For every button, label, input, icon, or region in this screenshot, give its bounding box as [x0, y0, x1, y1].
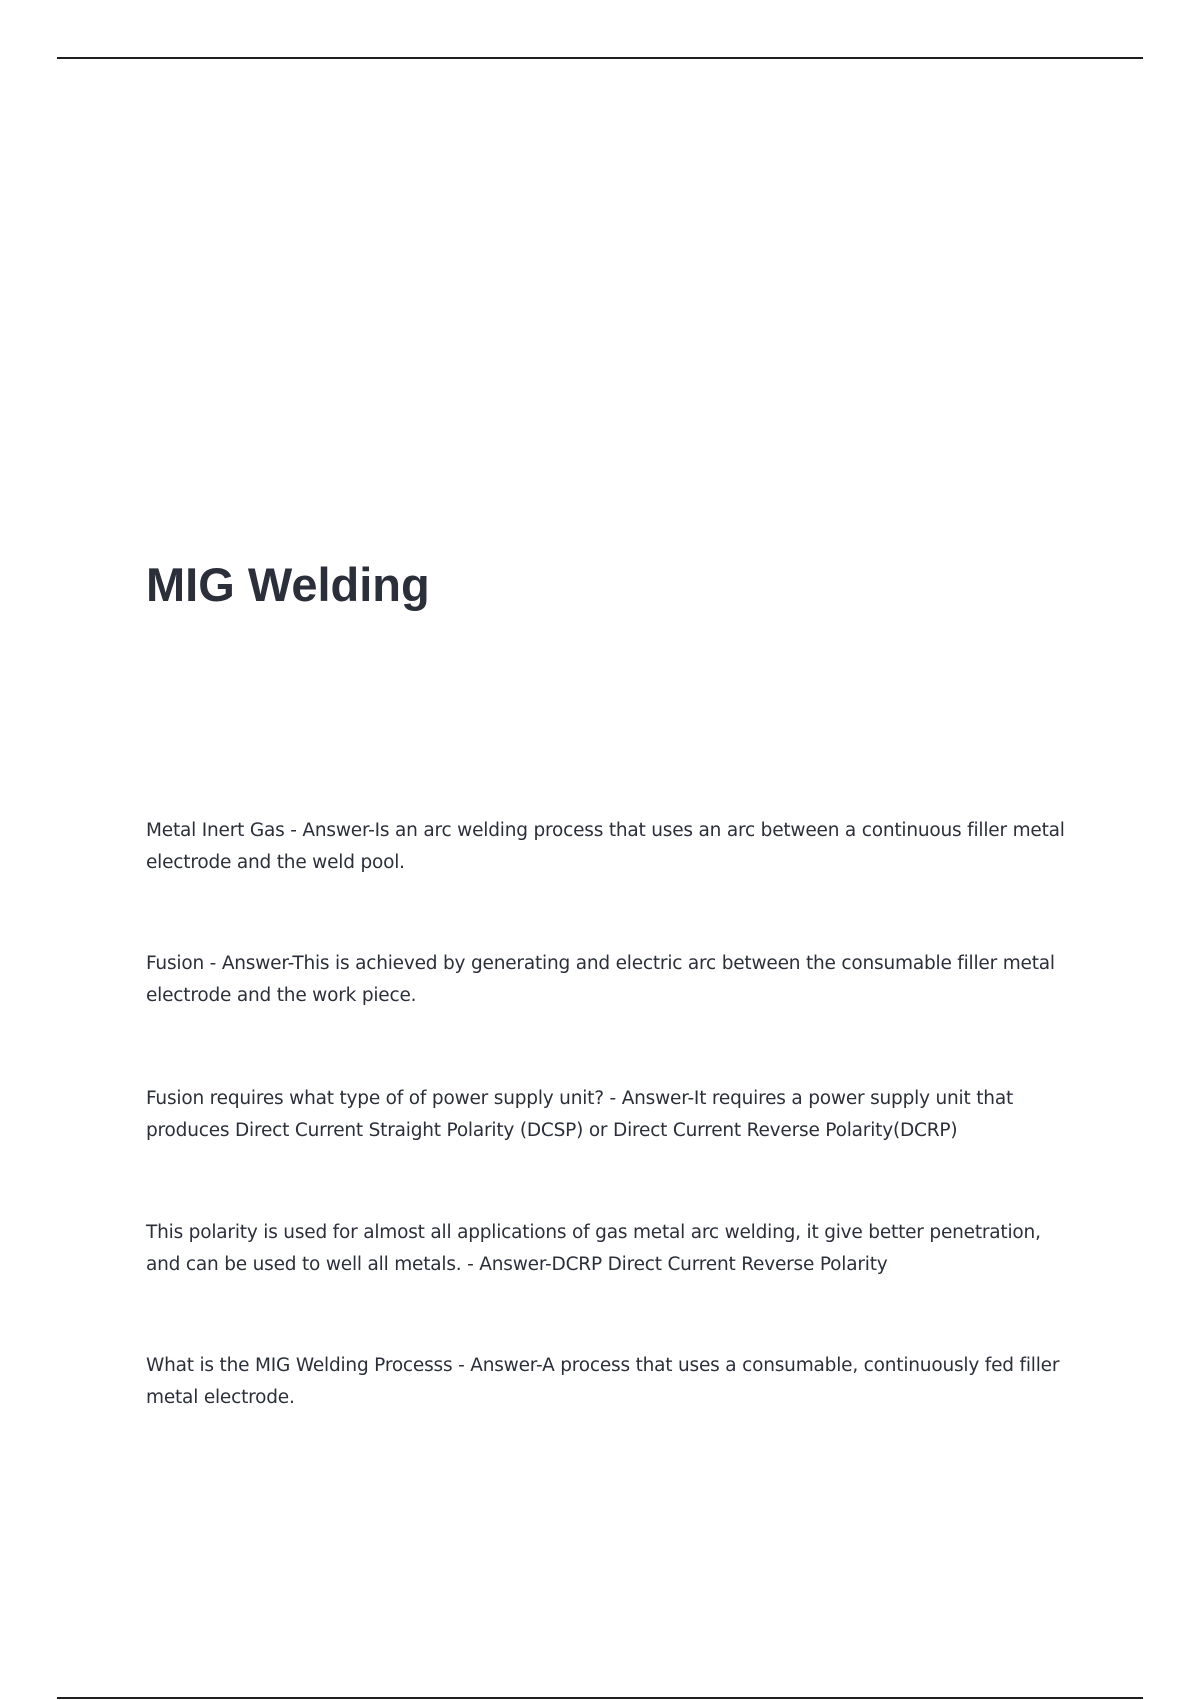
qa-answer: Answer-It requires a power supply unit that produces Direct Current Straight Polarity (DCSP) or Direct Current Reverse Polarity(DCRP): [146, 1088, 1014, 1141]
bottom-divider: [57, 1697, 1143, 1699]
qa-separator: -: [284, 820, 303, 841]
qa-answer: Answer-A process that uses a consumable, continuously fed filler metal electrode.: [146, 1355, 1060, 1408]
qa-answer: Answer-This is achieved by generating and electric arc between the consumable filler metal electrode and the work piece.: [146, 953, 1055, 1006]
qa-question: Metal Inert Gas: [146, 820, 285, 841]
qa-separator: -: [203, 953, 222, 974]
qa-separator: -: [461, 1254, 480, 1275]
qa-answer: Answer-Is an arc welding process that uses an arc between a continuous filler metal electrode and the weld pool.: [146, 820, 1065, 873]
qa-question: What is the MIG Welding Processs: [146, 1355, 453, 1376]
page-title: MIG Welding: [146, 558, 430, 611]
qa-answer: Answer-DCRP Direct Current Reverse Polarity: [479, 1254, 888, 1275]
qa-entry: [146, 1350, 1076, 1414]
top-divider: [57, 57, 1143, 59]
qa-entry: [146, 1083, 1076, 1147]
qa-entry: [146, 815, 1076, 879]
qa-entry: [146, 948, 1076, 1012]
qa-entry: [146, 1217, 1076, 1281]
qa-question: Fusion requires what type of of power supply unit?: [146, 1088, 604, 1109]
qa-question: Fusion: [146, 953, 204, 974]
qa-separator: -: [452, 1355, 471, 1376]
qa-separator: -: [603, 1088, 622, 1109]
qa-question: This polarity is used for almost all applications of gas metal arc welding, it give better penetration, and can be used to well all metals.: [146, 1222, 1041, 1275]
